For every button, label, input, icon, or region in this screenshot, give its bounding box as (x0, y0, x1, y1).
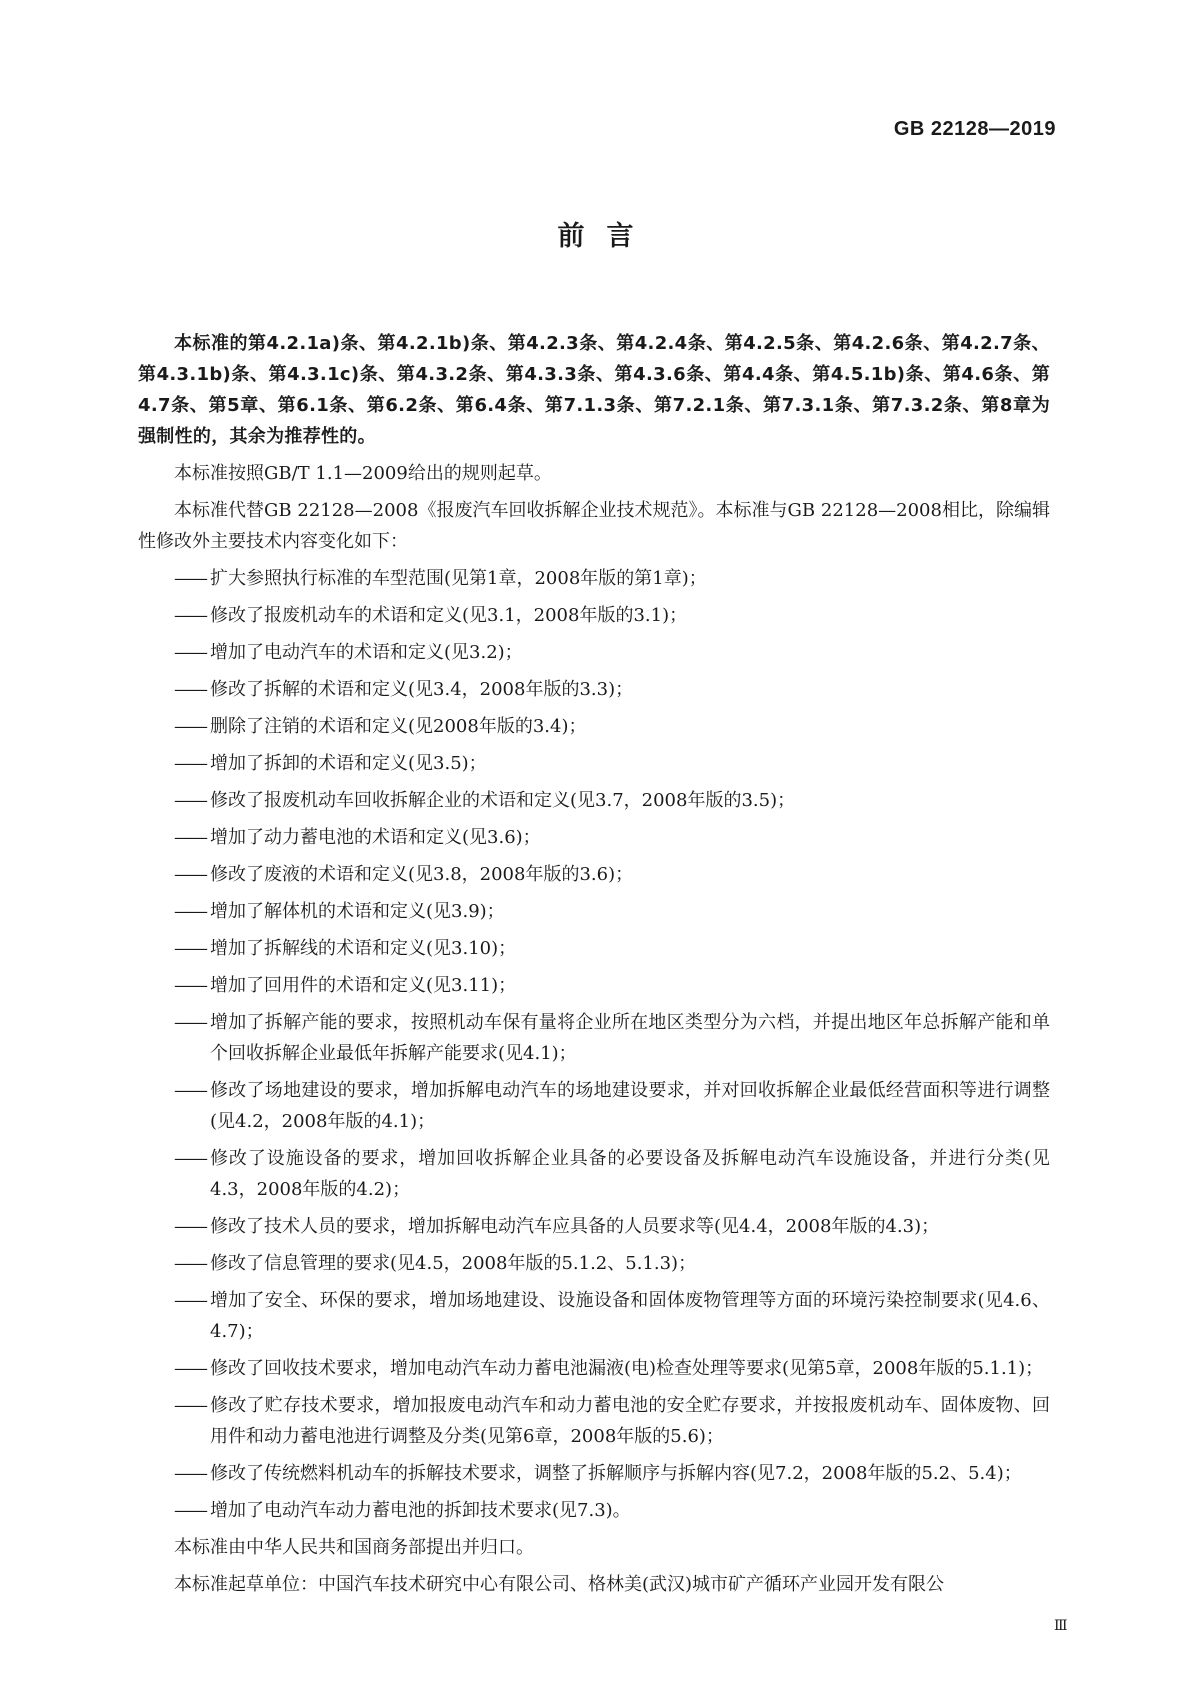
list-item-text: 增加了回用件的术语和定义(见3.11)； (210, 975, 517, 996)
em-dash: —— (174, 1148, 206, 1169)
em-dash: —— (174, 1500, 206, 1521)
foreword-body (138, 328, 1050, 1600)
list-item-text: 删除了注销的术语和定义(见2008年版的3.4)； (210, 716, 587, 737)
list-item (138, 1211, 1050, 1242)
list-item (138, 1075, 1050, 1137)
em-dash: —— (174, 642, 206, 663)
list-item-text: 修改了技术人员的要求，增加拆解电动汽车应具备的人员要求等(见4.4，2008年版的4.3)； (210, 1216, 940, 1237)
list-item (138, 970, 1050, 1001)
list-item-text: 修改了贮存技术要求，增加报废电动汽车和动力蓄电池的安全贮存要求，并按报废机动车、固体废物、回用件和动力蓄电池进行调整及分类(见第6章，2008年版的5.6)； (210, 1395, 1050, 1447)
drafting-units-paragraph: 本标准起草单位：中国汽车技术研究中心有限公司、格林美(武汉)城市矿产循环产业园开发有限公 (174, 1574, 945, 1595)
em-dash: —— (174, 1080, 206, 1101)
em-dash: —— (174, 1253, 206, 1274)
list-item-text: 增加了安全、环保的要求，增加场地建设、设施设备和固体废物管理等方面的环境污染控制要求(见4.6、4.7)； (210, 1290, 1050, 1342)
list-item (138, 600, 1050, 631)
list-item-text: 修改了报废机动车的术语和定义(见3.1，2008年版的3.1)； (210, 605, 688, 626)
list-item-text: 修改了报废机动车回收拆解企业的术语和定义(见3.7，2008年版的3.5)； (210, 790, 796, 811)
em-dash: —— (174, 753, 206, 774)
em-dash: —— (174, 716, 206, 737)
list-item-text: 修改了传统燃料机动车的拆解技术要求，调整了拆解顺序与拆解内容(见7.2，2008年版的5.2、5.4)； (210, 1463, 1022, 1484)
em-dash: —— (174, 1395, 206, 1416)
list-item-text: 增加了拆卸的术语和定义(见3.5)； (210, 753, 487, 774)
list-item (138, 711, 1050, 742)
list-item-text: 修改了场地建设的要求，增加拆解电动汽车的场地建设要求，并对回收拆解企业最低经营面积等进行调整(见4.2，2008年版的4.1)； (210, 1080, 1050, 1132)
em-dash: —— (174, 901, 206, 922)
em-dash: —— (174, 1463, 206, 1484)
em-dash: —— (174, 864, 206, 885)
em-dash: —— (174, 790, 206, 811)
replacement-paragraph: 本标准代替GB 22128—2008《报废汽车回收拆解企业技术规范》。本标准与GB 22128—2008相比，除编辑性修改外主要技术内容变化如下： (138, 500, 1050, 552)
list-item (138, 822, 1050, 853)
list-item (138, 785, 1050, 816)
list-item-text: 增加了拆解线的术语和定义(见3.10)； (210, 938, 517, 959)
list-item (138, 1007, 1050, 1069)
list-item-text: 修改了信息管理的要求(见4.5，2008年版的5.1.2、5.1.3)； (210, 1253, 697, 1274)
em-dash: —— (174, 605, 206, 626)
em-dash: —— (174, 827, 206, 848)
list-item-text: 增加了拆解产能的要求，按照机动车保有量将企业所在地区类型分为六档，并提出地区年总拆解产能和单个回收拆解企业最低年拆解产能要求(见4.1)； (210, 1012, 1050, 1064)
list-item-text: 增加了解体机的术语和定义(见3.9)； (210, 901, 505, 922)
list-item (138, 674, 1050, 705)
em-dash: —— (174, 1012, 206, 1033)
em-dash: —— (174, 679, 206, 700)
list-item (138, 859, 1050, 890)
em-dash: —— (174, 975, 206, 996)
page-title: 前言 (557, 221, 656, 252)
mandatory-clauses-paragraph: 本标准的第4.2.1a)条、第4.2.1b)条、第4.2.3条、第4.2.4条、第4.2.5条、第4.2.6条、第4.2.7条、第4.3.1b)条、第4.3.1c)条、第4.3.2条、第4.3.3条、第4.3.6条、第4.4条、第4.5.1b)条、第4.6条、第4.7条、第5章、第6.1条、第6.2条、第6.4条、第7.1.3条、第7.2.1条、第7.3.1条、第7.3.2条、第8章为强制性的，其余为推荐性的。 (138, 333, 1050, 447)
list-item-text: 增加了动力蓄电池的术语和定义(见3.6)； (210, 827, 541, 848)
list-item (138, 1143, 1050, 1205)
proposer-paragraph: 本标准由中华人民共和国商务部提出并归口。 (174, 1537, 534, 1558)
list-item (138, 1390, 1050, 1452)
list-item (138, 748, 1050, 779)
em-dash: —— (174, 938, 206, 959)
list-item (138, 1458, 1050, 1489)
list-item (138, 563, 1050, 594)
drafting-rules-paragraph: 本标准按照GB/T 1.1—2009给出的规则起草。 (174, 463, 552, 484)
list-item-text: 增加了电动汽车动力蓄电池的拆卸技术要求(见7.3)。 (210, 1500, 631, 1521)
list-item-text: 增加了电动汽车的术语和定义(见3.2)； (210, 642, 523, 663)
list-item (138, 1495, 1050, 1526)
em-dash: —— (174, 1358, 206, 1379)
list-item-text: 修改了回收技术要求，增加电动汽车动力蓄电池漏液(电)检查处理等要求(见第5章，2008年版的5.1.1)； (210, 1358, 1044, 1379)
list-item (138, 1353, 1050, 1384)
list-item-text: 修改了废液的术语和定义(见3.8，2008年版的3.6)； (210, 864, 634, 885)
list-item (138, 1285, 1050, 1347)
page-number: Ⅲ (1054, 1618, 1068, 1634)
list-item-text: 扩大参照执行标准的车型范围(见第1章，2008年版的第1章)； (210, 568, 707, 589)
list-item (138, 1248, 1050, 1279)
em-dash: —— (174, 1290, 206, 1311)
standard-number: GB 22128—2019 (893, 118, 1056, 140)
technical-changes-list (138, 563, 1050, 1526)
em-dash: —— (174, 568, 206, 589)
list-item-text: 修改了设施设备的要求，增加回收拆解企业具备的必要设备及拆解电动汽车设施设备，并进行分类(见4.3，2008年版的4.2)； (210, 1148, 1050, 1200)
em-dash: —— (174, 1216, 206, 1237)
list-item (138, 933, 1050, 964)
list-item-text: 修改了拆解的术语和定义(见3.4，2008年版的3.3)； (210, 679, 634, 700)
list-item (138, 896, 1050, 927)
list-item (138, 637, 1050, 668)
